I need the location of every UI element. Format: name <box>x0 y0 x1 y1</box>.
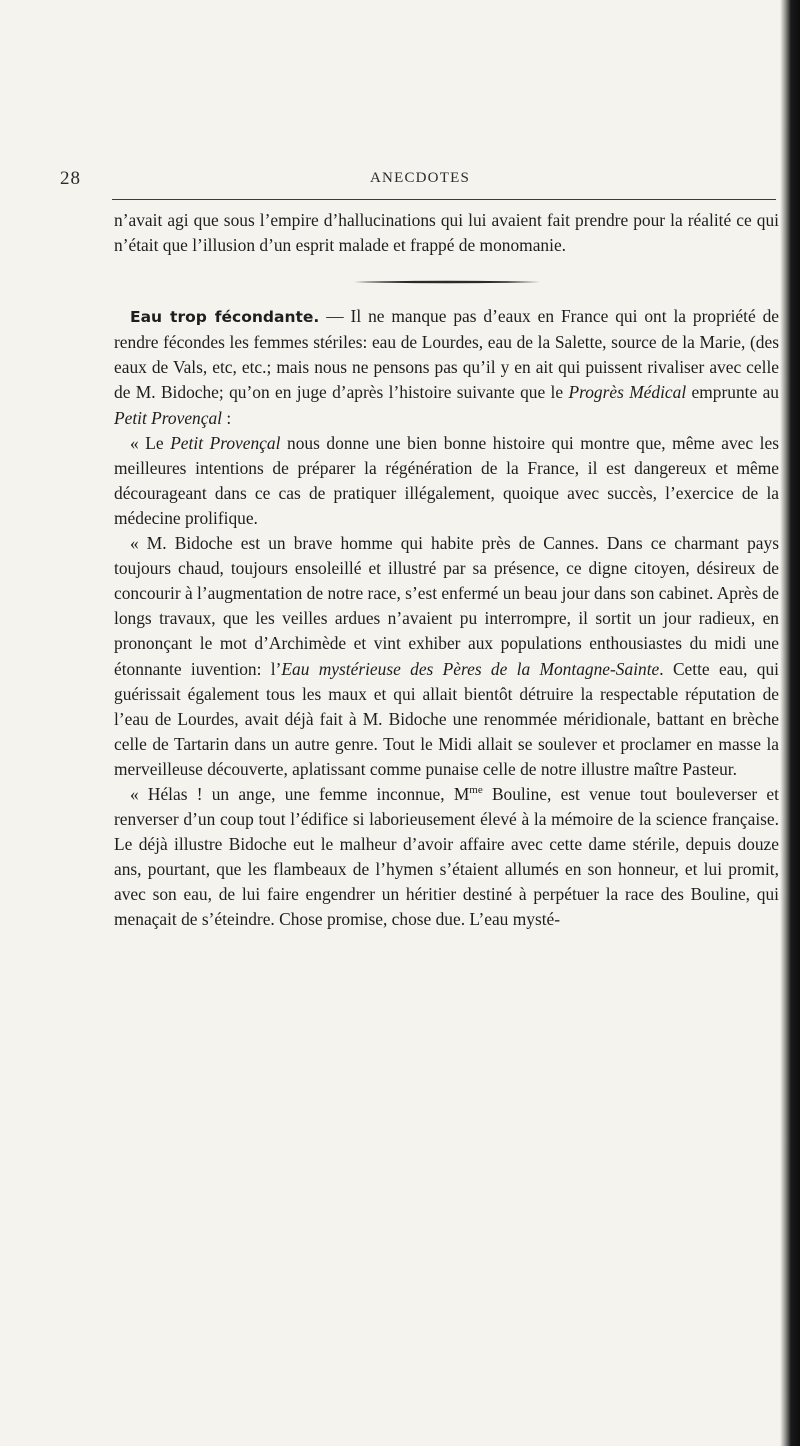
running-title: ANECDOTES <box>370 170 470 186</box>
paragraph-entry: Eau trop fécondante. — Il ne manque pas d’eaux en France qui ont la propriété de rendre fécondes les femmes stériles: eau de Lourdes, eau de la Salette, source de la Marie, (des eaux de Vals, etc, etc.; mais nous ne pensons pas qu’il y en ait qui puissent rivaliser avec celle de M. Bidoche; qu’on en juge d’après l’histoire suivante que le Progrès Médical emprunte au Petit Provençal : <box>114 306 780 428</box>
body-text <box>114 208 779 933</box>
paragraph-continued: n’avait agi que sous l’empire d’hallucinations qui lui avaient fait prendre pour la réalité ce qui n’était que l’illusion d’un esprit malade et frappé de monomanie. <box>114 210 779 256</box>
page-header <box>60 168 780 192</box>
section-separator <box>352 279 542 285</box>
header-rule <box>112 199 776 200</box>
paragraph-quote-3: « Hélas ! un ange, une femme inconnue, $M^{me}$ Bouline, est venue tout bouleverser et renverser d’un coup tout l’édifice si laborieusement élevé à la mémoire de la science française. Le déjà illustre Bidoche eut le malheur d’avoir affaire avec cette dame stérile, depuis douze ans, pourtant, que les flambeaux de l’hymen s’étaient allumés en son honneur, et lui promit, avec son eau, de lui faire engendrer un héritier destiné à perpétuer la race des Bouline, qui menaçait de s’éteindre. Chose promise, chose due. L’eau mysté- <box>114 783 779 930</box>
paragraph-quote-1: « Le Petit Provençal nous donne une bien bonne histoire qui montre que, même avec les meilleures intentions de préparer la régénération de la France, il est dangereux et même décourageant dans ce cas de pratiquer illégalement, quoique avec succès, l’exercice de la médecine prolifique. <box>114 432 779 528</box>
entry-title: Eau trop fécondante. <box>130 308 320 327</box>
page-number: 28 <box>60 168 81 189</box>
binding-edge <box>780 0 800 1446</box>
paragraph-quote-2: « M. Bidoche est un brave homme qui habite près de Cannes. Dans ce charmant pays toujours chaud, toujours ensoleillé et illustré par sa présence, ce digne citoyen, désireux de concourir à l’augmentation de notre race, s’est enfermé un beau jour dans son cabinet. Après de longs travaux, que les veilles ardues n’avaient pu interrompre, il sortit un jour radieux, en prononçant le mot d’Archimède et vint exhiber aux populations enthousiastes du midi une étonnante iuvention: l’Eau mystérieuse des Pères de la Montagne-Sainte. Cette eau, qui guérissait également tous les maux et qui allait bientôt détruire la respectable réputation de l’eau de Lourdes, avait déjà fait à M. Bidoche une renommée méridionale, battant en brèche celle de Tartarin dans un autre genre. Tout le Midi allait se soulever et proclamer en masse la merveilleuse découverte, aplatissant comme punaise celle de notre illustre maître Pasteur. <box>114 533 779 779</box>
